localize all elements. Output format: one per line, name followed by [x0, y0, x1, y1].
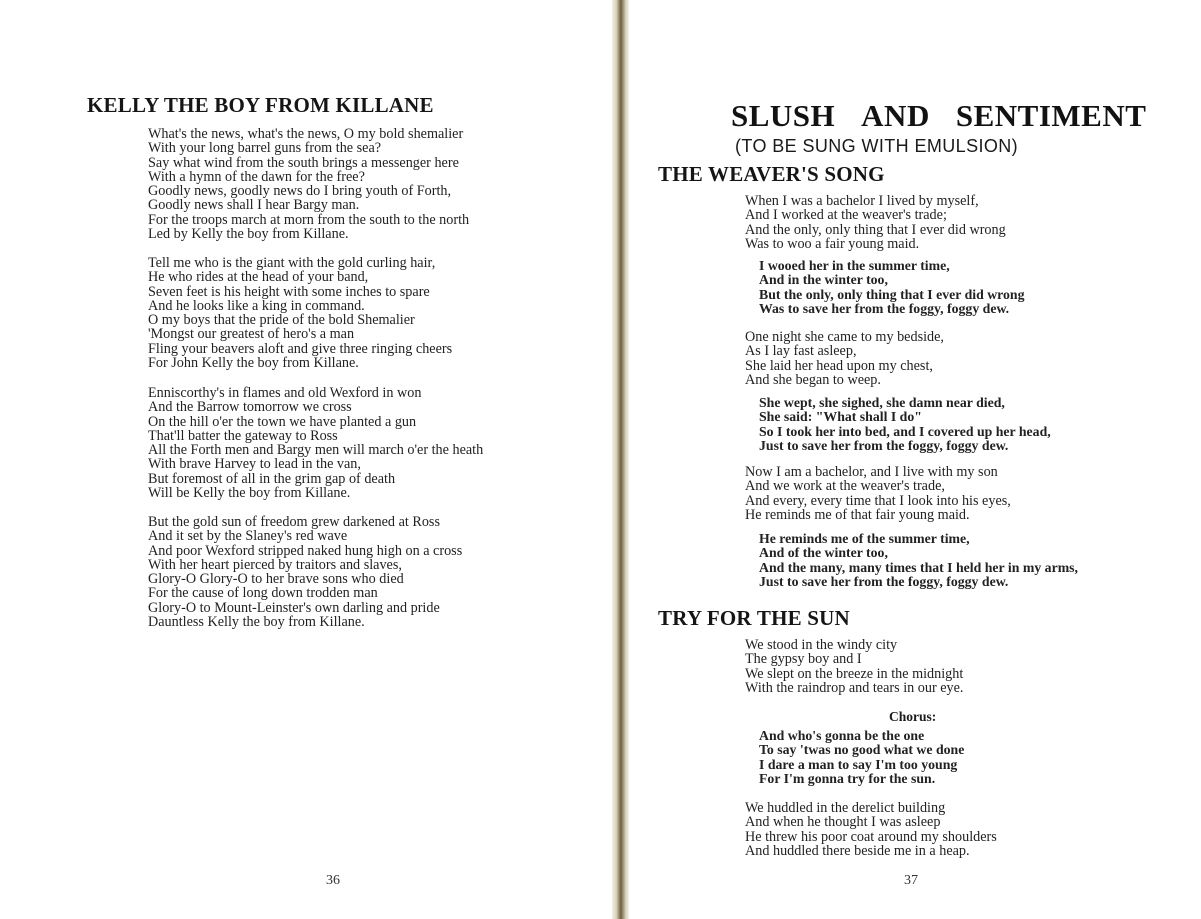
weavers-verse-2 [745, 330, 944, 387]
chorus-label: Chorus: [889, 709, 937, 724]
verse-line: With your long barrel guns from the sea? [148, 140, 382, 157]
verse-line: All the Forth men and Bargy men will march o'er the heath [148, 442, 484, 459]
refrain-line: Just to save her from the foggy, foggy dew. [759, 437, 1009, 453]
refrain-line: So I took her into bed, and I covered up her head, [759, 423, 1051, 439]
verse-line: He reminds me of that fair young maid. [745, 506, 970, 523]
weavers-refrain-1 [759, 259, 1025, 316]
verse-line: And every, every time that I look into his eyes, [745, 492, 1011, 509]
verse-line: Glory-O Glory-O to her brave sons who died [148, 571, 404, 588]
kelly-verse-2 [148, 256, 452, 370]
verse-line: On the hill o'er the town we have planted a gun [148, 413, 417, 430]
verse-line: What's the news, what's the news, O my bold shemalier [148, 126, 464, 142]
refrain-line: Was to save her from the foggy, foggy dew. [759, 300, 1010, 316]
verse-line: And the only, only thing that I ever did wrong [745, 221, 1006, 238]
verse-line: Led by Kelly the boy from Killane. [148, 226, 349, 243]
verse-line: O my boys that the pride of the bold Shemalier [148, 312, 415, 329]
heading-word: SLUSH [731, 98, 836, 133]
chorus-line: To say 'twas no good what we done [759, 742, 965, 758]
refrain-line: She said: "What shall I do" [759, 409, 922, 425]
weavers-refrain-2 [759, 396, 1051, 453]
book-spine [612, 0, 629, 919]
refrain-line: Just to save her from the foggy, foggy dew. [759, 573, 1009, 589]
verse-line: For the troops march at morn from the south to the north [148, 211, 470, 228]
verse-line: And poor Wexford stripped naked hung high on a cross [148, 542, 463, 559]
sun-chorus [759, 729, 964, 786]
verse-line: The gypsy boy and I [745, 651, 862, 668]
refrain-line: I wooed her in the summer time, [759, 258, 950, 273]
refrain-line: He reminds me of the summer time, [759, 531, 970, 546]
verse-line: With her heart pierced by traitors and slaves, [148, 556, 402, 573]
verse-line: He who rides at the head of your band, [148, 269, 369, 286]
verse-line: And huddled there beside me in a heap. [745, 842, 970, 859]
verse-line: For the cause of long down trodden man [148, 585, 378, 602]
verse-line: With the raindrop and tears in our eye. [745, 679, 964, 696]
verse-line: When I was a bachelor I lived by myself, [745, 193, 979, 209]
verse-line: Goodly news shall I hear Bargy man. [148, 197, 360, 214]
refrain-line: And the many, many times that I held her in my arms, [759, 559, 1079, 575]
verse-line: Was to woo a fair young maid. [745, 235, 920, 252]
refrain-line: And in the winter too, [759, 272, 888, 288]
weavers-refrain-3 [759, 532, 1078, 589]
verse-line: 'Mongst our greatest of hero's a man [148, 326, 355, 343]
heading-word: AND [861, 98, 930, 133]
kelly-verse-3 [148, 386, 483, 500]
verse-line: And the Barrow tomorrow we cross [148, 399, 352, 416]
song-title-try-for-the-sun: TRY FOR THE SUN [658, 606, 850, 630]
verse-line: But foremost of all in the grim gap of death [148, 470, 396, 487]
sun-verse-1 [745, 638, 963, 695]
chorus-line: For I'm gonna try for the sun. [759, 770, 936, 786]
verse-line: Say what wind from the south brings a messenger here [148, 154, 459, 171]
verse-line: One night she came to my bedside, [745, 329, 944, 345]
song-title-weavers: THE WEAVER'S SONG [658, 162, 885, 186]
verse-line: For John Kelly the boy from Killane. [148, 355, 359, 372]
verse-line: Seven feet is his height with some inches to spare [148, 283, 430, 300]
verse-line: But the gold sun of freedom grew darkened at Ross [148, 514, 440, 530]
song-title-kelly: KELLY THE BOY FROM KILLANE [87, 93, 434, 117]
chorus-line: And who's gonna be the one [759, 728, 925, 743]
weavers-verse-3 [745, 465, 1011, 522]
section-subheading: (TO BE SUNG WITH EMULSION) [735, 136, 1019, 156]
verse-line: As I lay fast asleep, [745, 343, 857, 360]
verse-line: Goodly news, goodly news do I bring youth of Forth, [148, 183, 452, 200]
weavers-verse-1 [745, 194, 1006, 251]
verse-line: Glory-O to Mount-Leinster's own darling and pride [148, 599, 440, 616]
verse-line: And when he thought I was asleep [745, 814, 941, 831]
verse-line: We huddled in the derelict building [745, 800, 946, 816]
refrain-line: And of the winter too, [759, 545, 888, 561]
verse-line: Now I am a bachelor, and I live with my son [745, 464, 998, 480]
verse-line: Will be Kelly the boy from Killane. [148, 485, 351, 502]
page-number-right: 37 [904, 873, 918, 888]
verse-line: And she began to weep. [745, 371, 881, 388]
kelly-verse-4 [148, 515, 462, 629]
kelly-verse-1 [148, 127, 469, 241]
verse-line: And he looks like a king in command. [148, 297, 365, 314]
refrain-line: She wept, she sighed, she damn near died, [759, 395, 1005, 410]
refrain-line: But the only, only thing that I ever did wrong [759, 286, 1025, 302]
page-number-left: 36 [326, 873, 340, 888]
chorus-line: I dare a man to say I'm too young [759, 756, 958, 772]
verse-line: We stood in the windy city [745, 637, 898, 653]
verse-line: And I worked at the weaver's trade; [745, 207, 947, 224]
verse-line: We slept on the breeze in the midnight [745, 665, 964, 682]
verse-line: That'll batter the gateway to Ross [148, 427, 338, 444]
verse-line: He threw his poor coat around my shoulders [745, 828, 997, 845]
verse-line: And we work at the weaver's trade, [745, 478, 945, 495]
verse-line: Enniscorthy's in flames and old Wexford in won [148, 385, 422, 401]
verse-line: With brave Harvey to lead in the van, [148, 456, 361, 473]
section-heading [731, 98, 1146, 134]
verse-line: And it set by the Slaney's red wave [148, 528, 348, 545]
verse-line: She laid her head upon my chest, [745, 357, 933, 374]
verse-line: With a hymn of the dawn for the free? [148, 168, 365, 185]
heading-word: SENTIMENT [955, 98, 1147, 133]
sun-verse-2 [745, 801, 997, 858]
verse-line: Fling your beavers aloft and give three ringing cheers [148, 340, 453, 357]
verse-line: Dauntless Kelly the boy from Killane. [148, 614, 365, 631]
verse-line: Tell me who is the giant with the gold curling hair, [148, 255, 436, 271]
